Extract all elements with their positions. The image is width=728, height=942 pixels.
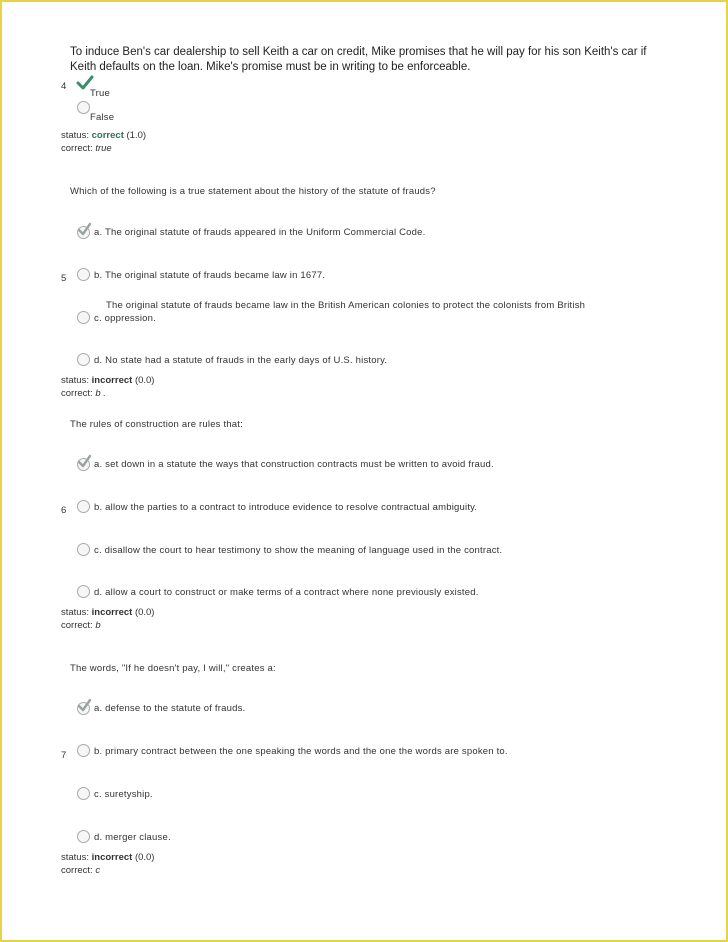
question-5-option-d[interactable]: d. No state had a statute of frauds in the early days of U.S. history. [94, 355, 388, 366]
radio-button[interactable] [77, 500, 90, 513]
radio-button[interactable] [77, 353, 90, 366]
question-5-status: status: incorrect (0.0) [61, 375, 155, 386]
question-7-option-d[interactable]: d. merger clause. [94, 832, 171, 843]
question-5-option-c-line2[interactable]: c. oppression. [94, 313, 156, 324]
question-5-number: 5 [61, 273, 67, 284]
option-false[interactable]: False [90, 112, 115, 123]
question-5-option-c-line1[interactable]: The original statute of frauds became law in the British American colonies to protect the colonists from British [106, 300, 586, 311]
option-true[interactable]: True [90, 88, 110, 99]
question-6-option-b[interactable]: b. allow the parties to a contract to introduce evidence to resolve contractual ambiguity. [94, 502, 478, 513]
question-6-stem: The rules of construction are rules that: [70, 419, 243, 430]
check-icon [76, 222, 92, 238]
question-6-status: status: incorrect (0.0) [61, 607, 155, 618]
question-6-correct: correct: b [61, 620, 101, 631]
question-4-stem: To induce Ben's car dealership to sell Keith a car on credit, Mike promises that he will pay for his son Keith's car if Keith defaults on the loan. Mike's promise must be in writing to be enforceable. [70, 46, 647, 73]
radio-button[interactable] [77, 585, 90, 598]
radio-button[interactable] [77, 830, 90, 843]
question-7-number: 7 [61, 750, 67, 761]
question-5-correct: correct: b . [61, 388, 106, 399]
question-7-option-b[interactable]: b. primary contract between the one speaking the words and the one the words are spoken to. [94, 746, 508, 757]
question-7-stem: The words, "If he doesn't pay, I will," creates a: [70, 663, 276, 674]
question-4-number: 4 [61, 81, 67, 92]
question-7-option-c[interactable]: c. suretyship. [94, 789, 153, 800]
question-5-stem: Which of the following is a true statement about the history of the statute of frauds? [70, 186, 436, 197]
radio-button[interactable] [77, 744, 90, 757]
question-7-option-a[interactable]: a. defense to the statute of frauds. [94, 703, 246, 714]
question-4-correct: correct: true [61, 143, 112, 154]
check-icon [76, 698, 92, 714]
radio-button[interactable] [77, 311, 90, 324]
question-6-option-d[interactable]: d. allow a court to construct or make terms of a contract where none previously existed. [94, 587, 479, 598]
radio-button[interactable] [77, 543, 90, 556]
question-7-correct: correct: c [61, 865, 101, 876]
radio-button[interactable] [77, 101, 90, 114]
question-6-number: 6 [61, 505, 67, 516]
question-5-option-b[interactable]: b. The original statute of frauds became law in 1677. [94, 270, 326, 281]
question-6-option-a[interactable]: a. set down in a statute the ways that construction contracts must be written to avoid fraud. [94, 459, 494, 470]
check-icon [76, 454, 92, 470]
radio-button[interactable] [77, 787, 90, 800]
question-6-option-c[interactable]: c. disallow the court to hear testimony to show the meaning of language used in the contract. [94, 545, 503, 556]
question-4-status: status: correct (1.0) [61, 130, 147, 141]
question-5-option-a[interactable]: a. The original statute of frauds appeared in the Uniform Commercial Code. [94, 227, 426, 238]
question-7-status: status: incorrect (0.0) [61, 852, 155, 863]
radio-button[interactable] [77, 268, 90, 281]
